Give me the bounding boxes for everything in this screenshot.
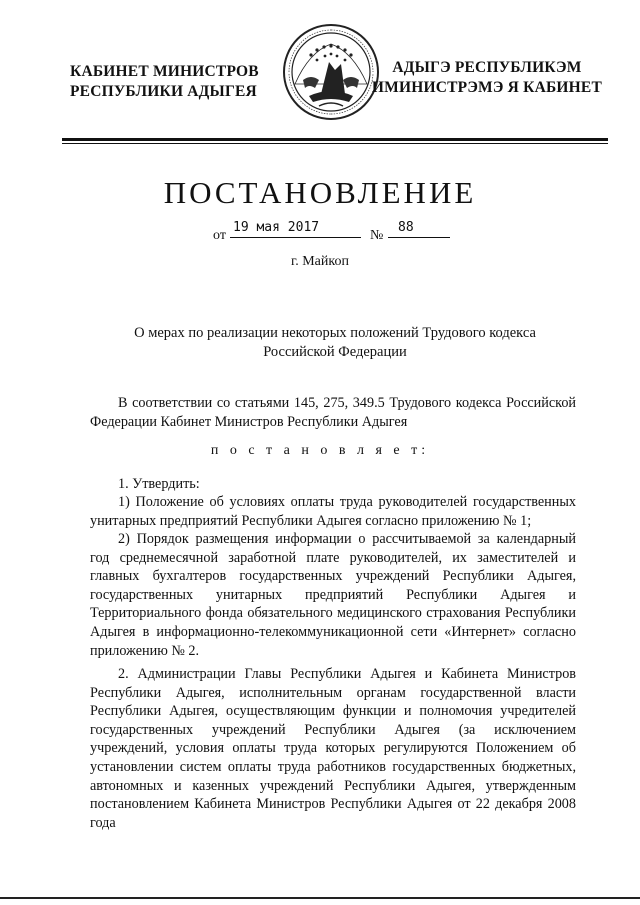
document-title [90,324,580,362]
scan-bottom-edge [0,897,640,899]
document-date: 19 мая 2017 [230,220,361,238]
issuer-adyghe-line1: АДЫГЭ РЕСПУБЛИКЭМ [392,59,582,76]
number-prefix: № [370,228,384,243]
item-1-1-text: 1) Положение об условиях оплаты труда руководителей государственных унитарных предприятий Республики Адыгея согласно приложению № 1; [90,494,576,529]
item-1 [90,475,576,494]
coat-of-arms-icon [281,22,381,122]
decree-word: п о с т а н о в л я е т: [210,443,430,458]
item-1-2-text: 2) Порядок размещения информации о рассчитываемой за календарный год среднемесячной заработной плате руководителей, их заместителей и главных бухгалтеров государственных учреждений Республики Адыгея, государственных унитарных предприятий Республики Адыгея и Территориального фонда обязательного медицинского страхования Республики Адыгея в информационно-телекоммуникационной сети «Интернет» согласно приложению № 2. [90,531,576,659]
item-2-text: 2. Администрации Главы Республики Адыгея и Кабинета Министров Республики Адыгея, исполнительным органам государственной власти Республики Адыгея, осуществляющим функции и полномочия учредителей государственных учреждений Республики Адыгея (за исключением учреждений, условия оплаты труда которых регулируются Положением об установлении систем оплаты труда работников государственных бюджетных, автономных и казенных учреждений Республики Адыгея, утвержденным постановлением Кабинета Министров Республики Адыгея от 22 декабря 2008 года [90,666,576,831]
date-prefix: от [213,228,226,243]
item-2 [90,665,576,832]
document-type: ПОСТАНОВЛЕНИЕ [163,175,477,210]
header-rule-thin [62,143,608,144]
document-title-line1: О мерах по реализации некоторых положений Трудового кодекса [134,325,536,341]
header-rule-thick [62,138,608,141]
item-1-text: 1. Утвердить: [118,476,200,492]
issuer-adyghe [372,58,602,98]
preamble [90,394,576,431]
issuer-russian [70,62,259,102]
preamble-text: В соответствии со статьями 145, 275, 349.5 Трудового кодекса Российской Федерации Кабинет Министров Республики Адыгея [90,395,576,430]
issuer-russian-line2: РЕСПУБЛИКИ АДЫГЕЯ [70,83,257,100]
document-number: 88 [388,220,450,238]
document-title-line2: Российской Федерации [263,344,407,360]
issuer-russian-line1: КАБИНЕТ МИНИСТРОВ [70,63,259,80]
issuer-adyghe-line2: ИМИНИСТРЭМЭ Я КАБИНЕТ [371,79,602,96]
item-1-2 [90,530,576,660]
item-1-1 [90,493,576,530]
city: г. Майкоп [291,254,349,269]
